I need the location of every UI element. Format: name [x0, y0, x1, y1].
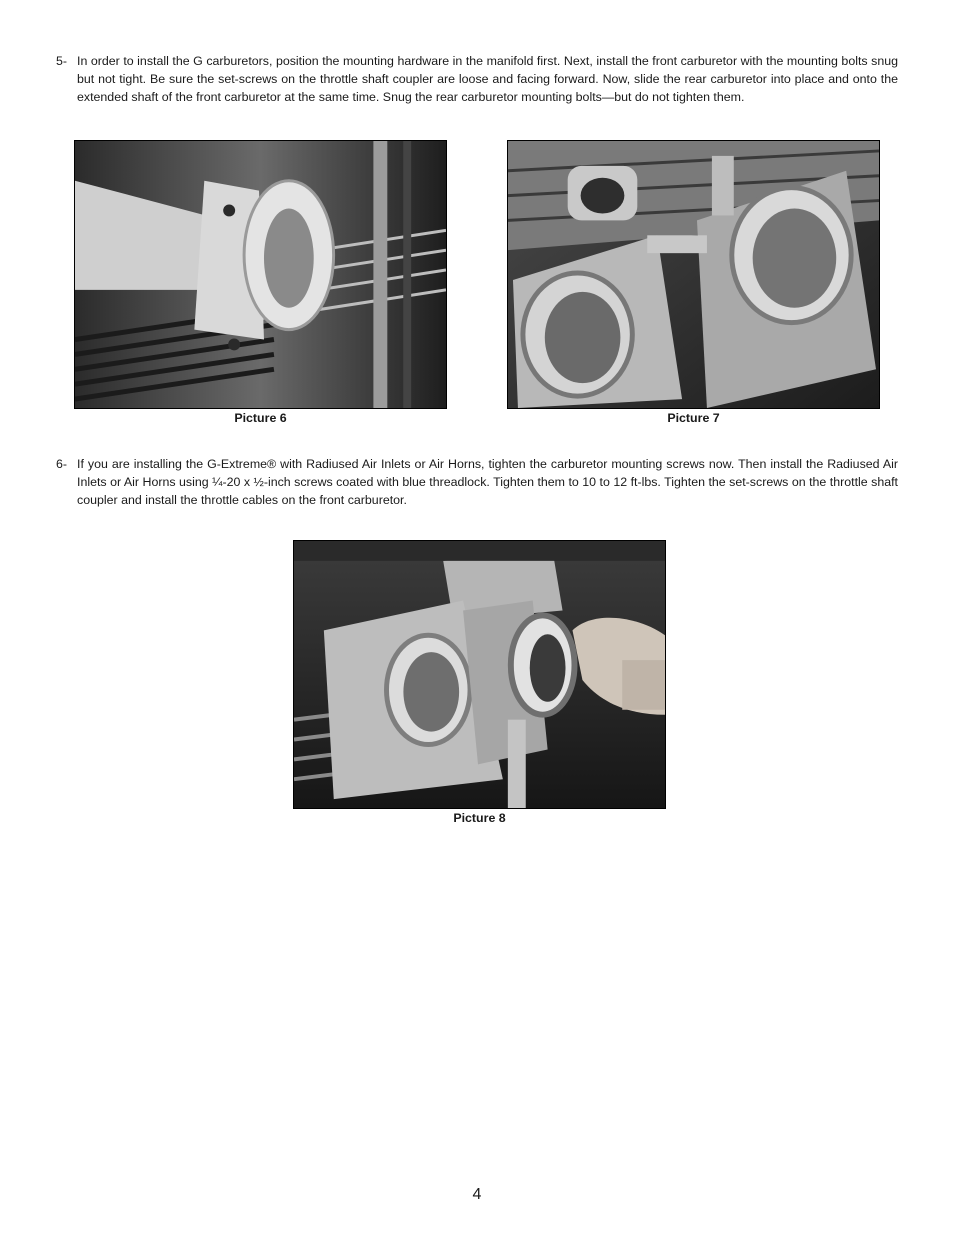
- step-6: [56, 455, 898, 509]
- picture-8-photo: [293, 540, 666, 809]
- step-5: [56, 52, 898, 106]
- step-number: 5-: [56, 54, 68, 68]
- picture-7-caption: Picture 7: [667, 411, 720, 425]
- picture-6-caption: Picture 6: [234, 411, 287, 425]
- step-number: 6-: [56, 457, 68, 471]
- step-text: In order to install the G carburetors, position the mounting hardware in the manifold first. Next, install the front carburetor with the mounting bolts snug but not tight. Be sure the set-screws on the throttle shaft coupler are loose and facing forward. Now, slide the rear carburetor into place and onto the extended shaft of the front carburetor at the same time. Snug the rear carburetor mounting bolts—but do not tighten them.: [77, 54, 898, 104]
- picture-7-photo: [507, 140, 880, 409]
- picture-6-photo: [74, 140, 447, 409]
- picture-8-caption: Picture 8: [453, 811, 506, 825]
- page-number: 4: [472, 1186, 482, 1203]
- step-text: If you are installing the G-Extreme® with Radiused Air Inlets or Air Horns, tighten the carburetor mounting screws now. Then install the Radiused Air Inlets or Air Horns using ¼-20 x ½-inch screws coated with blue threadlock. Tighten them to 10 to 12 ft-lbs. Tighten the set-screws on the throttle shaft coupler and install the throttle cables on the front carburetor.: [77, 457, 898, 507]
